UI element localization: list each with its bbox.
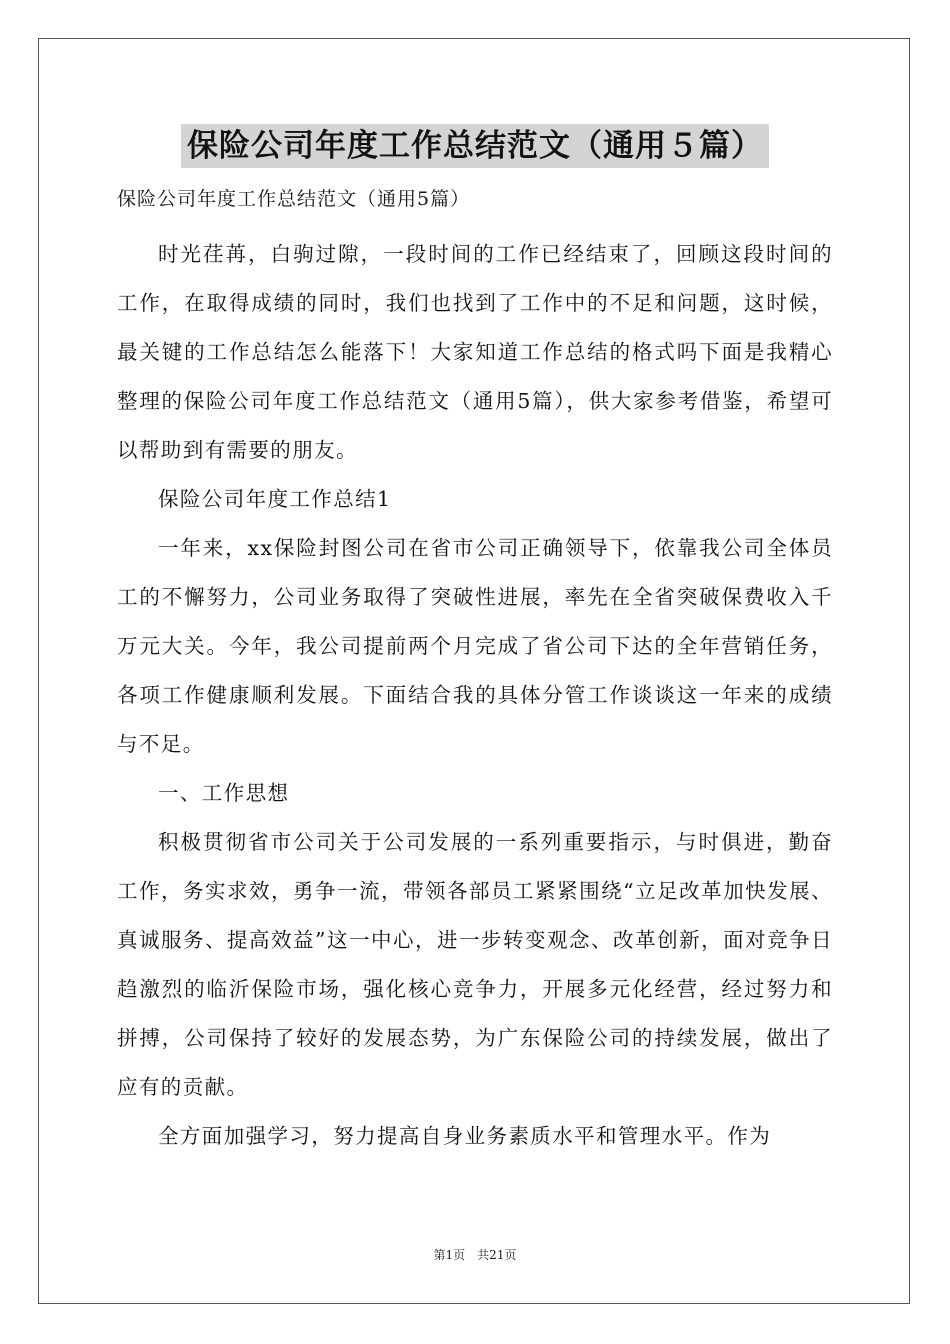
document-subtitle: 保险公司年度工作总结范文（通用5篇） <box>117 188 471 210</box>
paragraph-heading-work-thought: 一、工作思想 <box>158 781 290 805</box>
paragraph-work-thought: 积极贯彻省市公司关于公司发展的一系列重要指示，与时俱进，勤奋工作，务实求效，勇争一流，带领各部员工紧紧围绕“立足改革加快发展、真诚服务、提高效益”这一中心，进一步转变观念、改革创新，面对竞争日趋激烈的临沂保险市场，强化核心竞争力，开展多元化经营，经过努力和拼搏，公司保持了较好的发展态势，为广东保险公司的持续发展，做出了应有的贡献。 <box>117 830 833 1099</box>
paragraph-year-review: 一年来，xx保险封图公司在省市公司正确领导下，依靠我公司全体员工的不懈努力，公司业务取得了突破性进展，率先在全省突破保费收入千万元大关。今年，我公司提前两个月完成了省公司下达的全年营销任务，各项工作健康顺利发展。下面结合我的具体分管工作谈谈这一年来的成绩与不足。 <box>117 536 833 756</box>
page-footer: 第1页 共21页 <box>433 1248 517 1262</box>
paragraph-heading-summary-1: 保险公司年度工作总结1 <box>158 487 392 511</box>
document-body <box>117 230 833 1161</box>
paragraph-study: 全方面加强学习，努力提高自身业务素质水平和管理水平。作为 <box>158 1124 772 1148</box>
document-title-text: 保险公司年度工作总结范文（通用５篇） <box>181 124 769 168</box>
paragraph-intro: 时光荏苒，白驹过隙，一段时间的工作已经结束了，回顾这段时间的工作，在取得成绩的同时，我们也找到了工作中的不足和问题，这时候，最关键的工作总结怎么能落下！大家知道工作总结的格式吗下面是我精心整理的保险公司年度工作总结范文（通用5篇），供大家参考借鉴，希望可以帮助到有需要的朋友。 <box>117 242 833 462</box>
document-title <box>0 124 950 170</box>
